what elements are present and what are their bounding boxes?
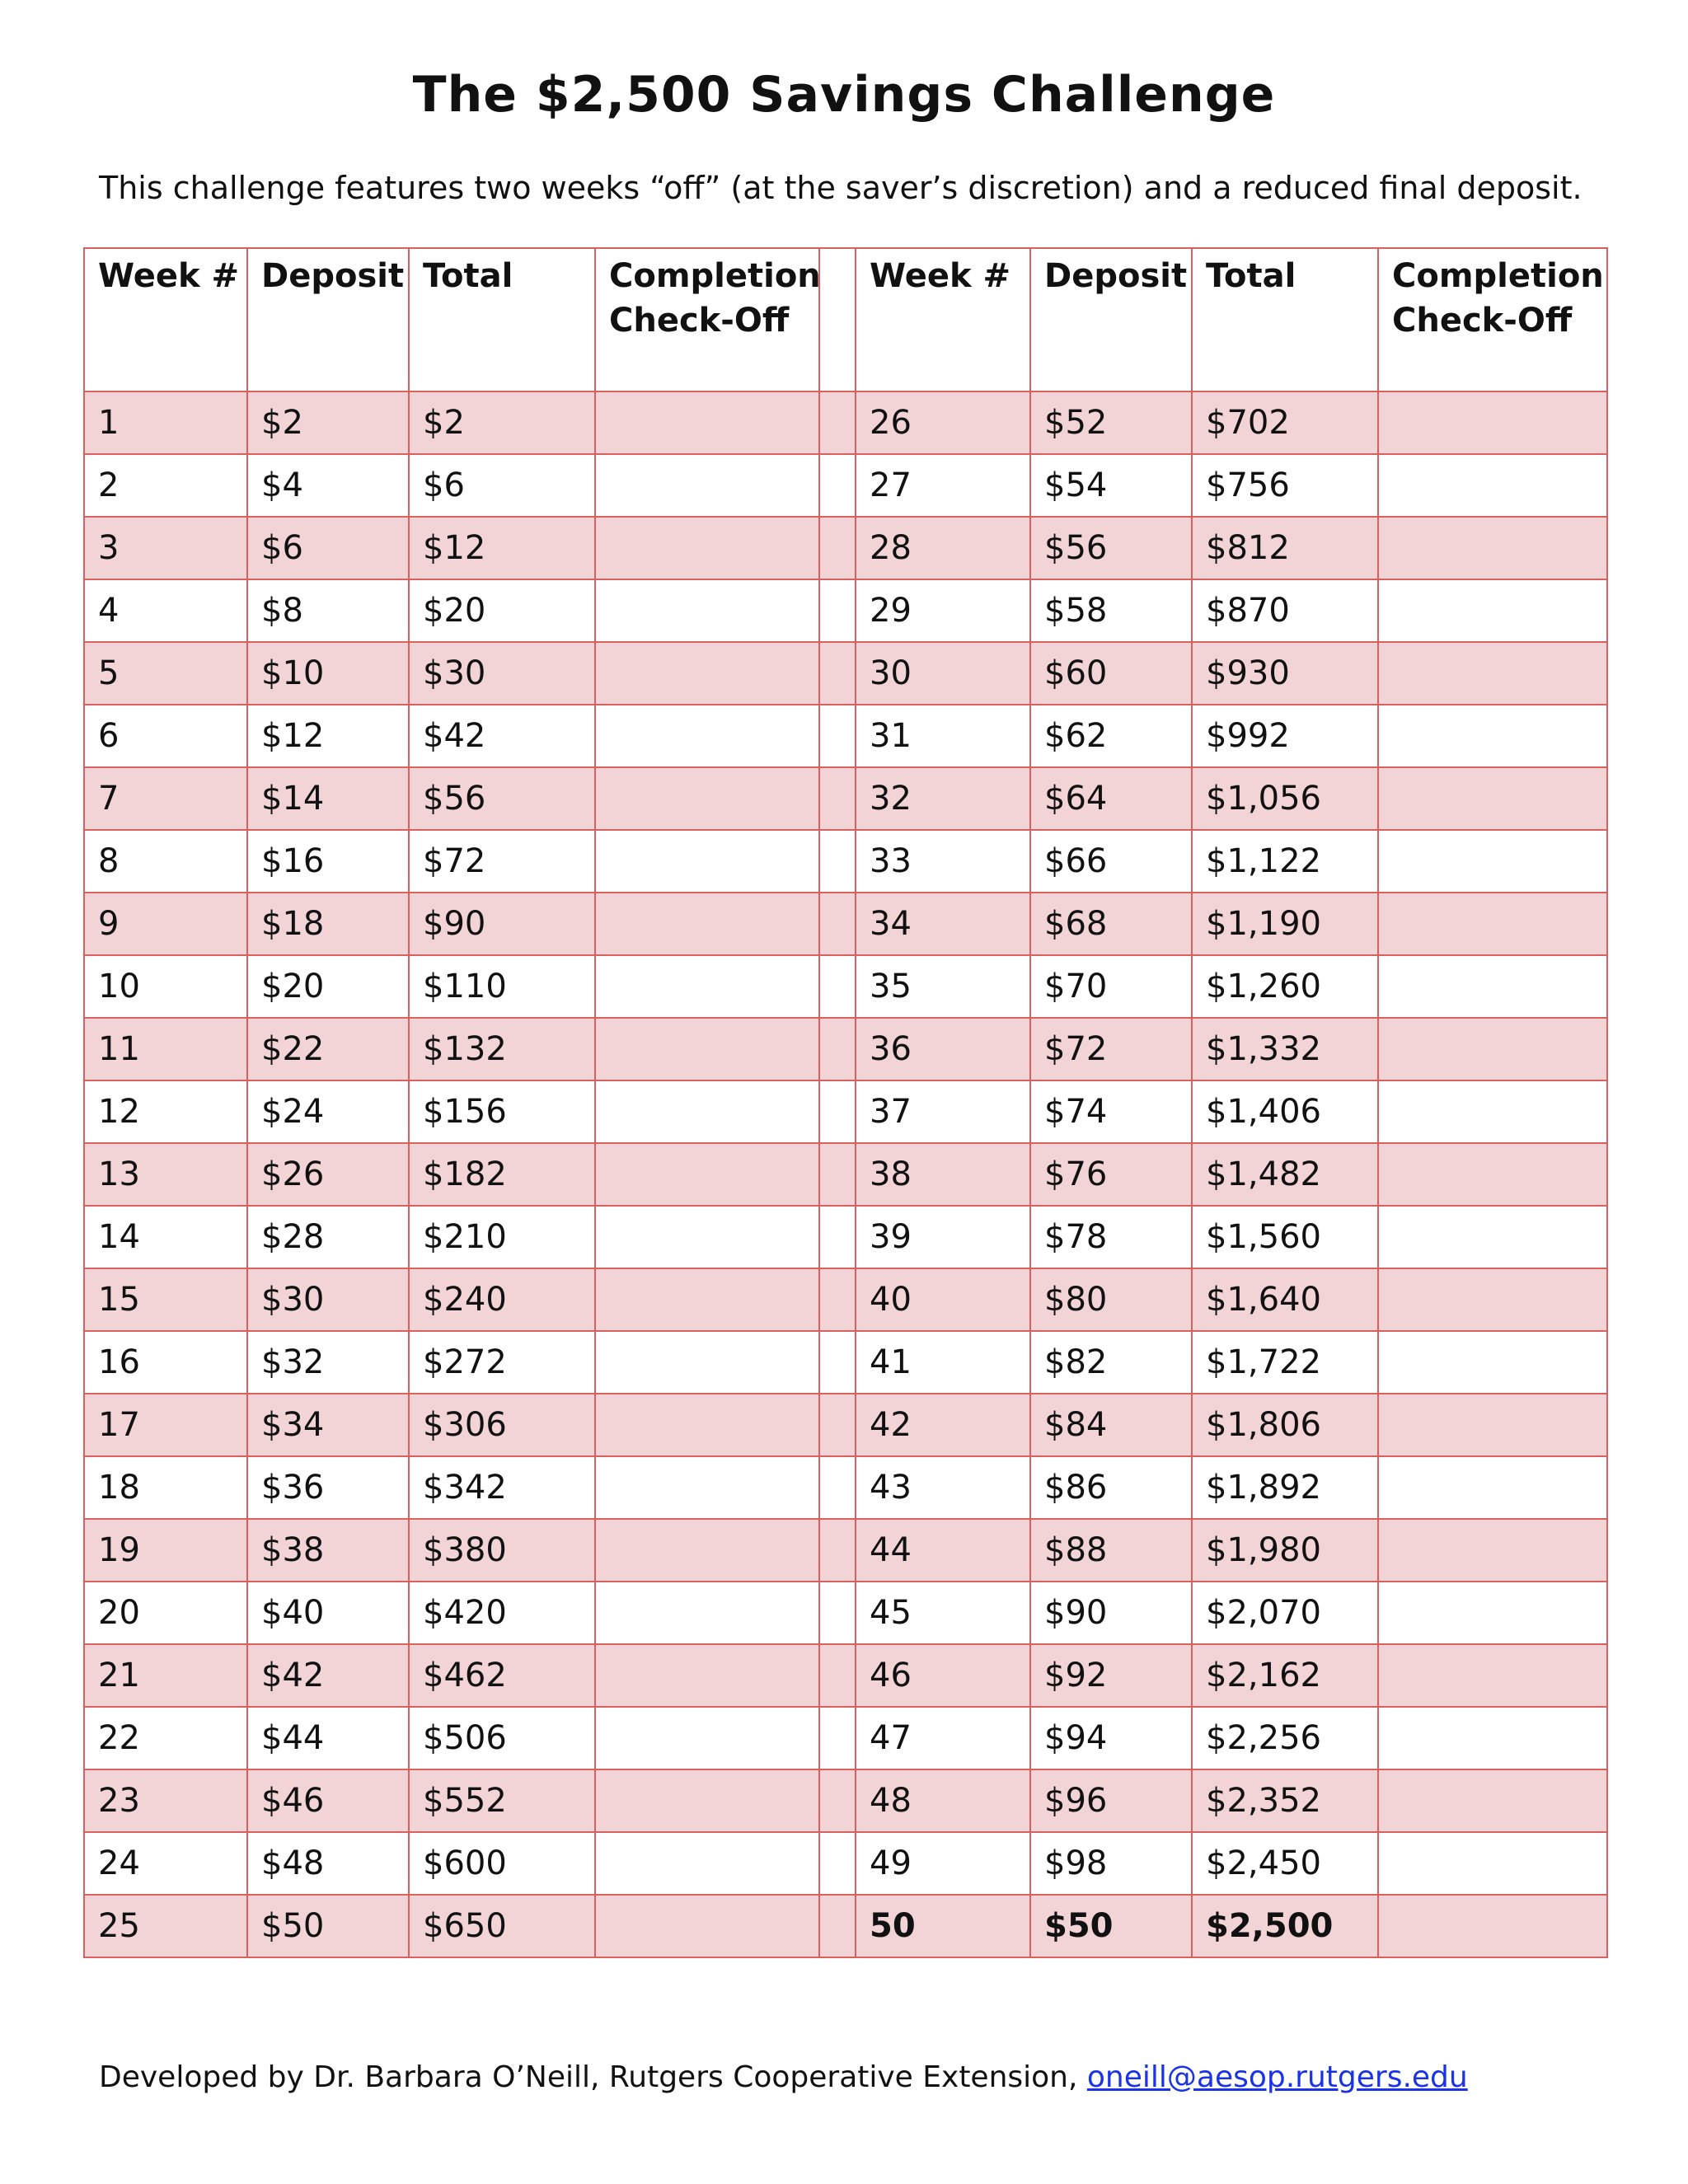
table-row [84,1519,1607,1582]
table-row [84,1331,1607,1394]
spacer-cell [819,1456,856,1519]
week-cell: 4 [84,579,247,642]
week-cell: 28 [856,517,1030,579]
spacer-cell [819,955,856,1018]
deposit-cell: $18 [247,893,409,955]
deposit-cell: $30 [247,1268,409,1331]
table-row [84,767,1607,830]
header-completion-line2: Check-Off [609,302,790,340]
table-row [84,1143,1607,1206]
week-cell: 25 [84,1895,247,1957]
total-cell: $420 [409,1582,595,1644]
total-cell: $12 [409,517,595,579]
total-cell: $2,500 [1192,1895,1378,1957]
week-cell: 19 [84,1519,247,1582]
deposit-cell: $22 [247,1018,409,1080]
completion-checkoff-cell[interactable] [595,1206,819,1268]
deposit-cell: $14 [247,767,409,830]
header-deposit-left: Deposit [247,248,409,391]
completion-checkoff-cell[interactable] [1378,642,1607,705]
completion-checkoff-cell[interactable] [595,1018,819,1080]
header-completion-right [1378,248,1607,391]
week-cell: 41 [856,1331,1030,1394]
week-cell: 37 [856,1080,1030,1143]
completion-checkoff-cell[interactable] [1378,1206,1607,1268]
total-cell: $342 [409,1456,595,1519]
completion-checkoff-cell[interactable] [1378,1080,1607,1143]
deposit-cell: $98 [1030,1832,1192,1895]
savings-table [83,247,1608,1958]
deposit-cell: $24 [247,1080,409,1143]
table-row [84,1456,1607,1519]
week-cell: 11 [84,1018,247,1080]
week-cell: 26 [856,391,1030,454]
deposit-cell: $48 [247,1832,409,1895]
deposit-cell: $12 [247,705,409,767]
completion-checkoff-cell[interactable] [1378,1268,1607,1331]
completion-checkoff-cell[interactable] [595,1832,819,1895]
deposit-cell: $76 [1030,1143,1192,1206]
table-row [84,1582,1607,1644]
total-cell: $1,260 [1192,955,1378,1018]
deposit-cell: $80 [1030,1268,1192,1331]
total-cell: $72 [409,830,595,893]
week-cell: 23 [84,1769,247,1832]
total-cell: $870 [1192,579,1378,642]
week-cell: 42 [856,1394,1030,1456]
week-cell: 9 [84,893,247,955]
completion-checkoff-cell[interactable] [1378,391,1607,454]
header-completion-line1: Completion [609,257,821,295]
total-cell: $930 [1192,642,1378,705]
total-cell: $2,352 [1192,1769,1378,1832]
total-cell: $1,482 [1192,1143,1378,1206]
completion-checkoff-cell[interactable] [595,1644,819,1707]
table-row [84,454,1607,517]
deposit-cell: $20 [247,955,409,1018]
footer-email-link[interactable]: oneill@aesop.rutgers.edu [1086,2060,1468,2094]
spacer-cell [819,391,856,454]
week-cell: 32 [856,767,1030,830]
week-cell: 47 [856,1707,1030,1769]
spacer-cell [819,1707,856,1769]
total-cell: $182 [409,1143,595,1206]
intro-text: This challenge features two weeks “off” (at the saver’s discretion) and a reduced final deposit. [99,170,1582,206]
deposit-cell: $84 [1030,1394,1192,1456]
completion-checkoff-cell[interactable] [1378,830,1607,893]
total-cell: $210 [409,1206,595,1268]
page-title: The $2,500 Savings Challenge [412,66,1276,124]
total-cell: $6 [409,454,595,517]
week-cell: 39 [856,1206,1030,1268]
total-cell: $462 [409,1644,595,1707]
total-cell: $992 [1192,705,1378,767]
total-cell: $1,406 [1192,1080,1378,1143]
week-cell: 33 [856,830,1030,893]
week-cell: 34 [856,893,1030,955]
completion-checkoff-cell[interactable] [595,642,819,705]
completion-checkoff-cell[interactable] [1378,1769,1607,1832]
deposit-cell: $40 [247,1582,409,1644]
week-cell: 24 [84,1832,247,1895]
spacer-cell [819,642,856,705]
total-cell: $30 [409,642,595,705]
spacer-cell [819,830,856,893]
header-week-left: Week # [84,248,247,391]
deposit-cell: $50 [1030,1895,1192,1957]
deposit-cell: $88 [1030,1519,1192,1582]
spacer-cell [819,454,856,517]
completion-checkoff-cell[interactable] [595,517,819,579]
table-row [84,579,1607,642]
table-row [84,893,1607,955]
completion-checkoff-cell[interactable] [1378,955,1607,1018]
week-cell: 46 [856,1644,1030,1707]
deposit-cell: $62 [1030,705,1192,767]
week-cell: 20 [84,1582,247,1644]
header-spacer [819,248,856,391]
spacer-cell [819,1832,856,1895]
completion-checkoff-cell[interactable] [1378,517,1607,579]
week-cell: 31 [856,705,1030,767]
completion-checkoff-cell[interactable] [595,454,819,517]
completion-checkoff-cell[interactable] [595,955,819,1018]
spacer-cell [819,893,856,955]
header-week-right: Week # [856,248,1030,391]
total-cell: $156 [409,1080,595,1143]
table-header-row [84,248,1607,391]
total-cell: $2,256 [1192,1707,1378,1769]
week-cell: 14 [84,1206,247,1268]
week-cell: 5 [84,642,247,705]
completion-checkoff-cell[interactable] [1378,705,1607,767]
spacer-cell [819,579,856,642]
completion-checkoff-cell[interactable] [595,1143,819,1206]
header-total-left: Total [409,248,595,391]
deposit-cell: $26 [247,1143,409,1206]
table-row [84,705,1607,767]
total-cell: $600 [409,1832,595,1895]
deposit-cell: $10 [247,642,409,705]
deposit-cell: $78 [1030,1206,1192,1268]
completion-checkoff-cell[interactable] [1378,1143,1607,1206]
completion-checkoff-cell[interactable] [1378,1456,1607,1519]
total-cell: $1,892 [1192,1456,1378,1519]
completion-checkoff-cell[interactable] [595,579,819,642]
week-cell: 49 [856,1832,1030,1895]
table-row [84,1895,1607,1957]
completion-checkoff-cell[interactable] [595,1456,819,1519]
deposit-cell: $2 [247,391,409,454]
spacer-cell [819,1394,856,1456]
spacer-cell [819,1769,856,1832]
table-row [84,830,1607,893]
deposit-cell: $44 [247,1707,409,1769]
total-cell: $20 [409,579,595,642]
week-cell: 36 [856,1018,1030,1080]
completion-checkoff-cell[interactable] [595,1707,819,1769]
total-cell: $110 [409,955,595,1018]
completion-checkoff-cell[interactable] [1378,1018,1607,1080]
spacer-cell [819,1895,856,1957]
week-cell: 27 [856,454,1030,517]
total-cell: $812 [1192,517,1378,579]
table-row [84,1769,1607,1832]
deposit-cell: $92 [1030,1644,1192,1707]
week-cell: 16 [84,1331,247,1394]
week-cell: 35 [856,955,1030,1018]
completion-checkoff-cell[interactable] [595,1394,819,1456]
spacer-cell [819,1519,856,1582]
total-cell: $1,722 [1192,1331,1378,1394]
total-cell: $1,560 [1192,1206,1378,1268]
deposit-cell: $36 [247,1456,409,1519]
deposit-cell: $70 [1030,955,1192,1018]
week-cell: 2 [84,454,247,517]
week-cell: 29 [856,579,1030,642]
completion-checkoff-cell[interactable] [1378,1582,1607,1644]
total-cell: $56 [409,767,595,830]
deposit-cell: $8 [247,579,409,642]
table-row [84,642,1607,705]
deposit-cell: $82 [1030,1331,1192,1394]
table-row [84,1206,1607,1268]
deposit-cell: $94 [1030,1707,1192,1769]
deposit-cell: $74 [1030,1080,1192,1143]
spacer-cell [819,1644,856,1707]
total-cell: $2,070 [1192,1582,1378,1644]
completion-checkoff-cell[interactable] [595,1895,819,1957]
total-cell: $306 [409,1394,595,1456]
total-cell: $650 [409,1895,595,1957]
week-cell: 8 [84,830,247,893]
completion-checkoff-cell[interactable] [1378,1644,1607,1707]
deposit-cell: $16 [247,830,409,893]
total-cell: $506 [409,1707,595,1769]
completion-checkoff-cell[interactable] [1378,1832,1607,1895]
week-cell: 38 [856,1143,1030,1206]
table-row [84,1394,1607,1456]
total-cell: $240 [409,1268,595,1331]
total-cell: $2,162 [1192,1644,1378,1707]
deposit-cell: $46 [247,1769,409,1832]
table-row [84,517,1607,579]
week-cell: 43 [856,1456,1030,1519]
completion-checkoff-cell[interactable] [595,1080,819,1143]
deposit-cell: $68 [1030,893,1192,955]
deposit-cell: $34 [247,1394,409,1456]
header-completion-line1: Completion [1392,257,1604,295]
total-cell: $380 [409,1519,595,1582]
total-cell: $552 [409,1769,595,1832]
completion-checkoff-cell[interactable] [595,705,819,767]
completion-checkoff-cell[interactable] [595,1769,819,1832]
week-cell: 3 [84,517,247,579]
spacer-cell [819,1143,856,1206]
week-cell: 50 [856,1895,1030,1957]
completion-checkoff-cell[interactable] [595,893,819,955]
spacer-cell [819,1268,856,1331]
deposit-cell: $54 [1030,454,1192,517]
week-cell: 15 [84,1268,247,1331]
total-cell: $1,122 [1192,830,1378,893]
completion-checkoff-cell[interactable] [595,1582,819,1644]
table-row [84,1644,1607,1707]
week-cell: 6 [84,705,247,767]
completion-checkoff-cell[interactable] [1378,893,1607,955]
deposit-cell: $28 [247,1206,409,1268]
completion-checkoff-cell[interactable] [1378,1895,1607,1957]
table-row [84,391,1607,454]
table-row [84,955,1607,1018]
deposit-cell: $96 [1030,1769,1192,1832]
deposit-cell: $58 [1030,579,1192,642]
completion-checkoff-cell[interactable] [1378,1707,1607,1769]
total-cell: $1,980 [1192,1519,1378,1582]
completion-checkoff-cell[interactable] [595,1331,819,1394]
deposit-cell: $38 [247,1519,409,1582]
week-cell: 13 [84,1143,247,1206]
completion-checkoff-cell[interactable] [1378,1519,1607,1582]
deposit-cell: $90 [1030,1582,1192,1644]
total-cell: $42 [409,705,595,767]
week-cell: 17 [84,1394,247,1456]
deposit-cell: $4 [247,454,409,517]
week-cell: 44 [856,1519,1030,1582]
week-cell: 10 [84,955,247,1018]
deposit-cell: $50 [247,1895,409,1957]
week-cell: 1 [84,391,247,454]
total-cell: $2,450 [1192,1832,1378,1895]
week-cell: 21 [84,1644,247,1707]
deposit-cell: $72 [1030,1018,1192,1080]
total-cell: $1,056 [1192,767,1378,830]
table-body [84,391,1607,1957]
total-cell: $702 [1192,391,1378,454]
total-cell: $2 [409,391,595,454]
completion-checkoff-cell[interactable] [595,391,819,454]
spacer-cell [819,517,856,579]
week-cell: 48 [856,1769,1030,1832]
week-cell: 45 [856,1582,1030,1644]
deposit-cell: $6 [247,517,409,579]
completion-checkoff-cell[interactable] [595,767,819,830]
spacer-cell [819,1206,856,1268]
completion-checkoff-cell[interactable] [1378,1331,1607,1394]
table-row [84,1707,1607,1769]
deposit-cell: $32 [247,1331,409,1394]
footer-credit: Developed by Dr. Barbara O’Neill, Rutgers Cooperative Extension, [99,2060,1087,2094]
deposit-cell: $60 [1030,642,1192,705]
footer [99,2060,1468,2094]
completion-checkoff-cell[interactable] [595,1519,819,1582]
deposit-cell: $56 [1030,517,1192,579]
deposit-cell: $66 [1030,830,1192,893]
total-cell: $1,806 [1192,1394,1378,1456]
table-row [84,1832,1607,1895]
deposit-cell: $42 [247,1644,409,1707]
total-cell: $1,190 [1192,893,1378,955]
table-row [84,1018,1607,1080]
spacer-cell [819,1018,856,1080]
total-cell: $756 [1192,454,1378,517]
table-row [84,1080,1607,1143]
spacer-cell [819,705,856,767]
week-cell: 22 [84,1707,247,1769]
week-cell: 30 [856,642,1030,705]
spacer-cell [819,1582,856,1644]
header-total-right: Total [1192,248,1378,391]
total-cell: $132 [409,1018,595,1080]
deposit-cell: $52 [1030,391,1192,454]
spacer-cell [819,767,856,830]
completion-checkoff-cell[interactable] [1378,579,1607,642]
total-cell: $1,640 [1192,1268,1378,1331]
completion-checkoff-cell[interactable] [1378,767,1607,830]
completion-checkoff-cell[interactable] [595,1268,819,1331]
deposit-cell: $64 [1030,767,1192,830]
header-completion-line2: Check-Off [1392,302,1573,340]
completion-checkoff-cell[interactable] [595,830,819,893]
week-cell: 18 [84,1456,247,1519]
spacer-cell [819,1080,856,1143]
total-cell: $90 [409,893,595,955]
total-cell: $272 [409,1331,595,1394]
week-cell: 40 [856,1268,1030,1331]
week-cell: 7 [84,767,247,830]
total-cell: $1,332 [1192,1018,1378,1080]
header-completion-left [595,248,819,391]
deposit-cell: $86 [1030,1456,1192,1519]
header-deposit-right: Deposit [1030,248,1192,391]
completion-checkoff-cell[interactable] [1378,454,1607,517]
spacer-cell [819,1331,856,1394]
completion-checkoff-cell[interactable] [1378,1394,1607,1456]
week-cell: 12 [84,1080,247,1143]
table-row [84,1268,1607,1331]
